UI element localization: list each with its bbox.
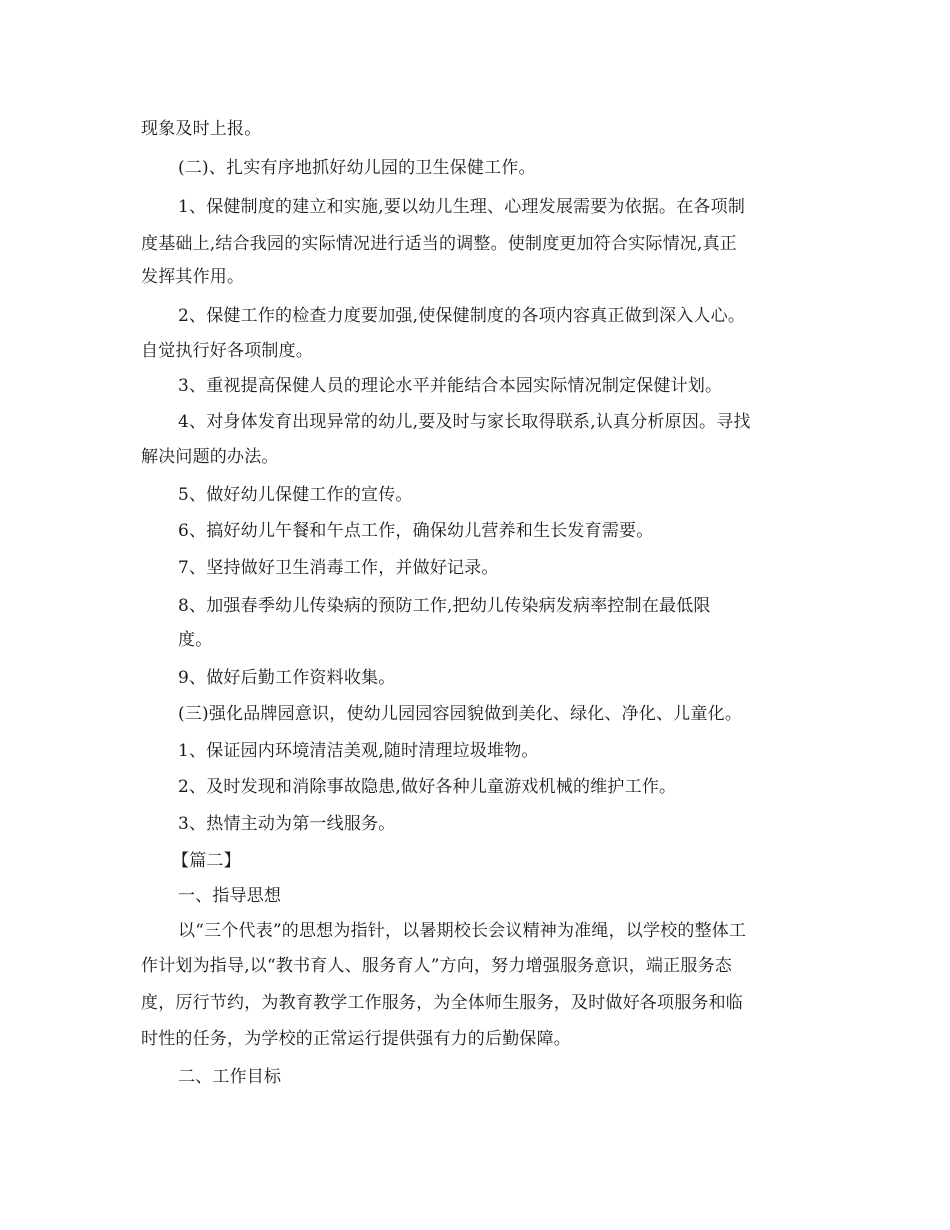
text-line: 4、对身体发育出现异常的幼儿,要及时与家长取得联系,认真分析原因。寻找 <box>178 412 751 432</box>
text-line: 1、保证园内环境清洁美观,随时清理垃圾堆物。 <box>178 741 539 761</box>
section-heading: (二)、扎实有序地抓好幼儿园的卫生保健工作。 <box>178 158 536 178</box>
text-line: 度基础上,结合我园的实际情况进行适当的调整。使制度更加符合实际情况,真正 <box>141 234 738 254</box>
text-line: 3、热情主动为第一线服务。 <box>178 814 396 834</box>
part-heading: 【篇二】 <box>172 851 241 871</box>
text-line: 时性的任务，为学校的正常运行提供强有力的后勤保障。 <box>141 1029 571 1049</box>
text-line: 1、保健制度的建立和实施,要以幼儿生理、心理发展需要为依据。在各项制 <box>178 197 746 217</box>
text-line: 5、做好幼儿保健工作的宣传。 <box>178 485 413 505</box>
text-line: 7、坚持做好卫生消毒工作，并做好记录。 <box>178 558 499 578</box>
text-line: 作计划为指导,以“教书育人、服务育人”方向，努力增强服务意识，端正服务态 <box>141 956 732 976</box>
text-line: 解决问题的办法。 <box>141 447 279 467</box>
text-line: 3、重视提高保健人员的理论水平并能结合本园实际情况制定保健计划。 <box>178 376 723 396</box>
section-heading: 二、工作目标 <box>178 1067 282 1087</box>
text-line: 发挥其作用。 <box>141 267 245 287</box>
text-line: 8、加强春季幼儿传染病的预防工作,把幼儿传染病发病率控制在最低限 <box>178 596 711 616</box>
text-line: 自觉执行好各项制度。 <box>141 341 313 361</box>
text-line: 现象及时上报。 <box>141 119 262 139</box>
text-line: 9、做好后勤工作资料收集。 <box>178 668 396 688</box>
text-line: 以“三个代表”的思想为指针，以暑期校长会议精神为准绳，以学校的整体工 <box>178 921 747 941</box>
section-heading: 一、指导思想 <box>178 886 282 906</box>
text-line: 6、搞好幼儿午餐和午点工作，确保幼儿营养和生长发育需要。 <box>178 521 654 541</box>
text-line: 2、及时发现和消除事故隐患,做好各种儿童游戏机械的维护工作。 <box>178 777 677 797</box>
text-line: 2、保健工作的检查力度要加强,使保健制度的各项内容真正做到深入人心。 <box>178 306 746 326</box>
text-line: 度。 <box>178 630 213 650</box>
section-heading: (三)强化品牌园意识，使幼儿园园容园貌做到美化、绿化、净化、儿童化。 <box>178 704 743 724</box>
text-line: 度，厉行节约，为教育教学工作服务，为全体师生服务，及时做好各项服务和临 <box>141 993 743 1013</box>
